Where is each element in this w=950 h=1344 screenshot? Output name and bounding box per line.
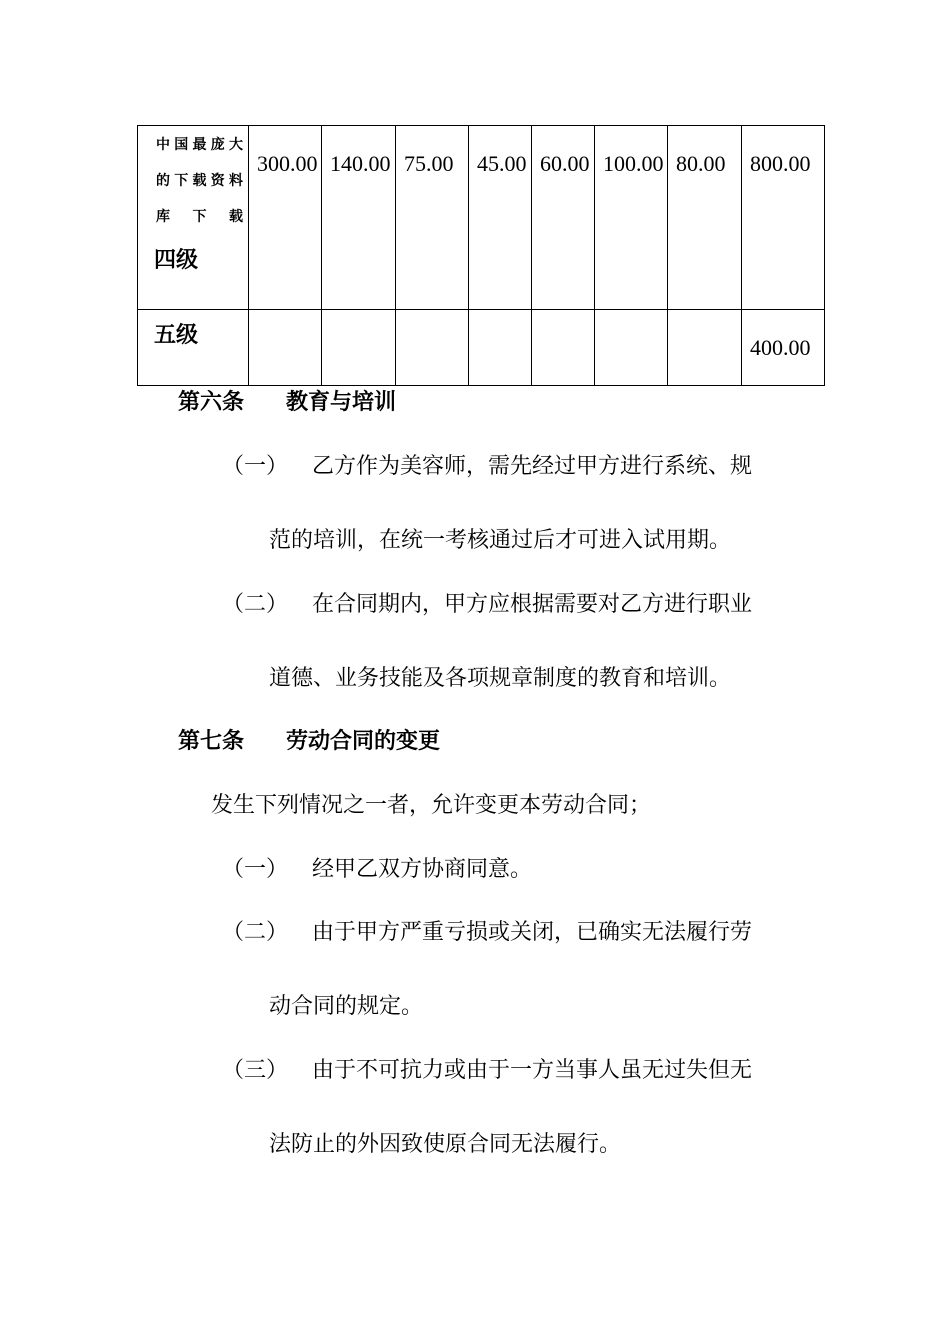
table-cell: 75.00 bbox=[396, 126, 469, 310]
table-cell bbox=[532, 310, 595, 386]
item-number: （二） bbox=[222, 920, 289, 945]
fee-table bbox=[137, 125, 825, 386]
article-7-item-3 bbox=[222, 1056, 752, 1086]
table-cell: 400.00 bbox=[742, 310, 825, 386]
item-continuation: 动合同的规定。 bbox=[269, 994, 424, 1019]
article-7-item-2 bbox=[222, 918, 752, 948]
article-number: 第六条 bbox=[178, 390, 245, 415]
table-cell: 80.00 bbox=[668, 126, 742, 310]
item-number: （一） bbox=[222, 454, 289, 479]
table-cell: 60.00 bbox=[532, 126, 595, 310]
watermark-text: 中国最庞大的下载资料库下载 bbox=[156, 137, 244, 225]
item-number: （三） bbox=[222, 1058, 289, 1083]
item-continuation: 范的培训，在统一考核通过后才可进入试用期。 bbox=[269, 528, 732, 553]
item-number: （一） bbox=[222, 857, 289, 882]
item-continuation: 道德、业务技能及各项规章制度的教育和培训。 bbox=[269, 666, 732, 691]
table-row-level-4 bbox=[138, 126, 825, 310]
article-7-heading bbox=[178, 727, 440, 757]
level-cell bbox=[138, 310, 249, 386]
table-cell bbox=[322, 310, 396, 386]
level-label: 五级 bbox=[154, 323, 199, 348]
table-cell bbox=[595, 310, 668, 386]
article-6-item-2 bbox=[222, 590, 752, 620]
table-cell bbox=[396, 310, 469, 386]
item-text: 经甲乙双方协商同意。 bbox=[312, 857, 533, 882]
table-cell: 140.00 bbox=[322, 126, 396, 310]
table-cell: 100.00 bbox=[595, 126, 668, 310]
article-number: 第七条 bbox=[178, 729, 245, 754]
article-title: 教育与培训 bbox=[286, 390, 397, 415]
item-number: （二） bbox=[222, 592, 289, 617]
level-label: 四级 bbox=[154, 248, 199, 273]
item-text: 在合同期内，甲方应根据需要对乙方进行职业 bbox=[312, 592, 753, 617]
item-continuation: 法防止的外因致使原合同无法履行。 bbox=[269, 1132, 622, 1157]
article-7-item-1 bbox=[222, 855, 532, 885]
table-cell: 300.00 bbox=[249, 126, 322, 310]
article-7-intro: 发生下列情况之一者，允许变更本劳动合同； bbox=[211, 793, 652, 818]
table-cell: 800.00 bbox=[742, 126, 825, 310]
item-text: 由于不可抗力或由于一方当事人虽无过失但无 bbox=[312, 1058, 753, 1083]
table-cell bbox=[469, 310, 532, 386]
table-cell: 45.00 bbox=[469, 126, 532, 310]
article-6-item-1 bbox=[222, 452, 752, 482]
level-cell bbox=[138, 126, 249, 310]
table-row-level-5 bbox=[138, 310, 825, 386]
table-cell bbox=[249, 310, 322, 386]
item-text: 由于甲方严重亏损或关闭，已确实无法履行劳 bbox=[312, 920, 753, 945]
table-cell bbox=[668, 310, 742, 386]
article-title: 劳动合同的变更 bbox=[286, 729, 441, 754]
item-text: 乙方作为美容师，需先经过甲方进行系统、规 bbox=[312, 454, 753, 479]
article-6-heading bbox=[178, 388, 396, 418]
